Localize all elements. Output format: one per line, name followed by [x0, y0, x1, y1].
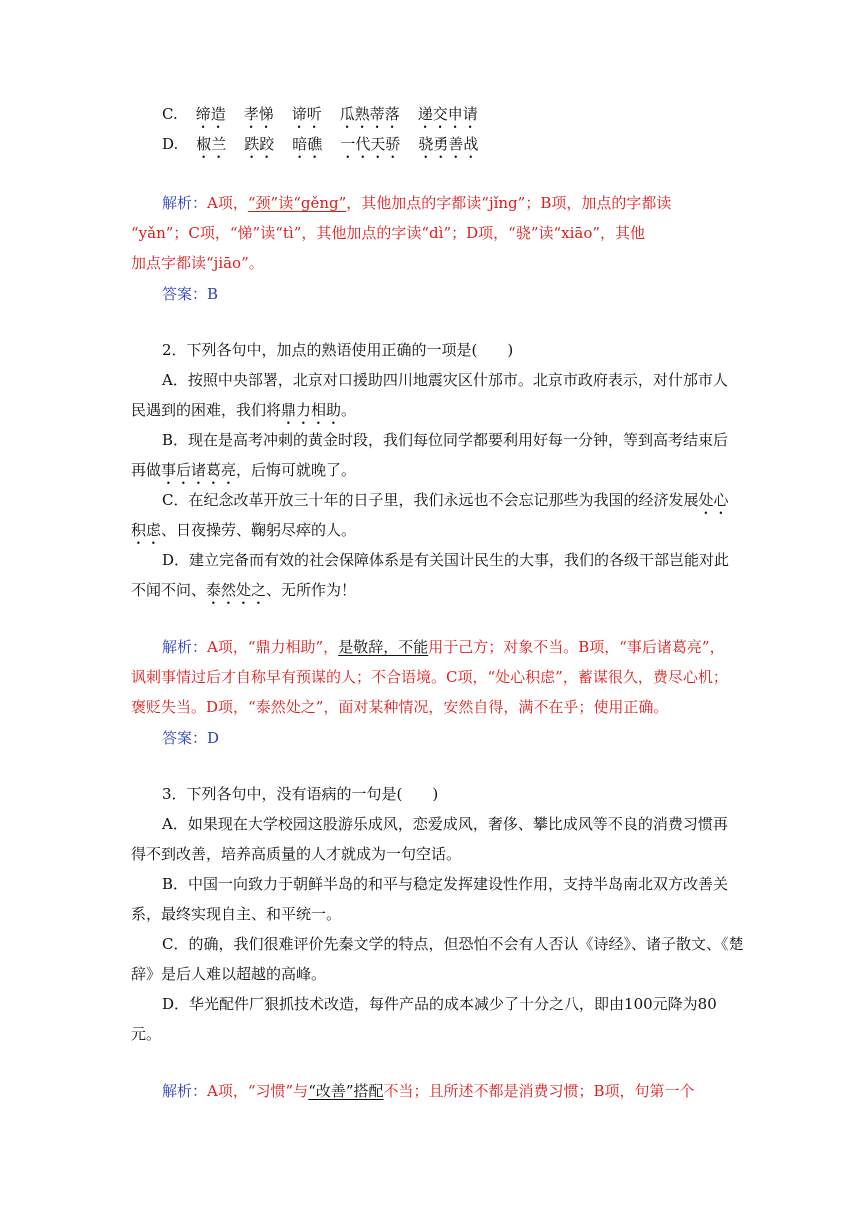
option-idiom: 鼎力相助: [281, 401, 342, 419]
q2-option-d-line1: D．建立完备而有效的社会保障体系是有关国计民生的大事，我们的各级干部岂能对此: [162, 551, 730, 569]
analysis-label: 解析：: [162, 1082, 208, 1100]
q1-answer: 答案：B: [162, 285, 219, 303]
q2-option-c-line2: [131, 520, 356, 548]
option-text: 、日夜操劳、鞠躬尽瘁的人。: [161, 521, 357, 539]
q1-analysis-line1: [162, 193, 671, 213]
option-text: 民遇到的困难，我们将: [131, 401, 282, 419]
analysis-text: A项，“习惯”与: [207, 1082, 309, 1100]
q2-analysis-line2: 讽刺事情过后才自称早有预谋的人；不合语境。C项，“处心积虑”，蓄谋很久，费尽心机；: [131, 668, 728, 686]
q2-option-a-line2: [131, 400, 356, 428]
word-text: 一代天骄: [340, 135, 401, 153]
q3-option-a-line1: A．如果现在大学校园这股游乐成风，恋爱成风，奢侈、攀比成风等不良的消费习惯再: [162, 815, 728, 833]
q3-option-c-line2: 辞》是后人难以超越的高峰。: [131, 965, 327, 983]
q3-stem: 3．下列各句中，没有语病的一句是( ): [162, 785, 439, 803]
option-text: 不闻不问、: [131, 581, 207, 599]
q1-analysis-line3: 加点字都读“jiāo”。: [131, 254, 264, 272]
option-idiom: 事后诸葛亮: [161, 461, 237, 479]
q2-analysis-line1: [162, 637, 725, 657]
word: [196, 135, 226, 153]
q1-option-c: [162, 104, 496, 132]
q3-option-a-line2: 得不到改善，培养高质量的人才就成为一句空话。: [131, 845, 462, 863]
q2-option-d-line2: [131, 580, 356, 608]
analysis-text: A项，: [207, 194, 248, 212]
word: [292, 105, 322, 123]
analysis-text: 不当；且所述不都是消费习惯；B项，句第一个: [383, 1082, 695, 1100]
analysis-text: 用于己方；对象不当。B项，“事后诸葛亮”，: [428, 638, 725, 656]
q3-option-b-line1: B．中国一向致力于朝鲜半岛的和平与稳定发挥建设性作用，支持半岛南北双方改善关: [162, 875, 729, 893]
word: [340, 135, 400, 153]
q3-option-d-line2: 元。: [131, 1025, 162, 1043]
analysis-underlined: 是敬辞，不能: [338, 638, 429, 656]
word: [418, 135, 478, 153]
word-text: 暗礁: [292, 135, 323, 153]
word: [196, 105, 226, 123]
word-text: 瓜熟蒂落: [339, 105, 400, 123]
option-idiom: 泰然处之: [206, 581, 267, 599]
q3-option-c-line1: C．的确，我们很难评价先秦文学的特点，但恐怕不会有人否认《诗经》、诸子散文、《楚: [162, 935, 744, 953]
analysis-text: ，其他加点的字都读“jǐng”；B项，加点的字都读: [346, 194, 672, 212]
analysis-underlined: “颈”读“gěng”: [247, 194, 347, 212]
option-text: 再做: [131, 461, 162, 479]
word-text: 跌跤: [244, 135, 275, 153]
q1-analysis-line2: “yǎn”；C项，“悌”读“tì”，其他加点的字读“dì”；D项，“骁”读“xiāo”，其他: [131, 224, 646, 242]
word-text: 递交申请: [417, 105, 478, 123]
word-text: 骁勇善战: [418, 135, 479, 153]
analysis-underlined: “改善”搭配: [308, 1082, 384, 1100]
option-text: ，后悔可就晚了。: [236, 461, 357, 479]
q3-analysis-line1: [162, 1081, 695, 1101]
analysis-label: 解析：: [162, 194, 208, 212]
word-text: 孝悌: [243, 105, 274, 123]
word: [340, 105, 400, 123]
option-letter: C.: [162, 105, 178, 123]
q3-option-b-line2: 系，最终实现自主、和平统一。: [131, 905, 342, 923]
q2-option-b-line1: B．现在是高考冲刺的黄金时段，我们每位同学都要利用好每一分钟，等到高考结束后: [162, 431, 729, 449]
option-letter: D.: [162, 135, 179, 153]
q2-option-a-line1: A．按照中央部署，北京对口援助四川地震灾区什邡市。北京市政府表示，对什邡市人: [162, 371, 728, 389]
word-text: 椒兰: [196, 135, 227, 153]
word: [244, 135, 274, 153]
option-idiom: 积虑: [131, 521, 162, 539]
q2-option-b-line2: [131, 460, 356, 488]
word: [292, 135, 322, 153]
word-text: 谛听: [291, 105, 322, 123]
option-text: C．在纪念改革开放三十年的日子里，我们永远也不会忘记那些为我国的经济发展: [162, 491, 699, 509]
word: [418, 105, 478, 123]
q1-option-d: [162, 134, 496, 162]
option-idiom: 处心: [698, 491, 729, 509]
analysis-text: A项，“鼎力相助”，: [207, 638, 339, 656]
q3-option-d-line1: D．华光配件厂狠抓技术改造，每件产品的成本减少了十分之八，即由100元降为80: [162, 995, 717, 1013]
q2-option-c-line1: [162, 490, 729, 518]
option-text: 。: [341, 401, 357, 419]
word-text: 缔造: [195, 105, 226, 123]
word: [244, 105, 274, 123]
q2-analysis-line3: 褒贬失当。D项，“泰然处之”，面对某种情况，安然自得，满不在乎；使用正确。: [131, 698, 669, 716]
q2-stem: 2．下列各句中，加点的熟语使用正确的一项是( ): [162, 341, 514, 359]
q2-answer: 答案：D: [162, 729, 220, 747]
analysis-label: 解析：: [162, 638, 208, 656]
option-text: 、无所作为！: [266, 581, 357, 599]
